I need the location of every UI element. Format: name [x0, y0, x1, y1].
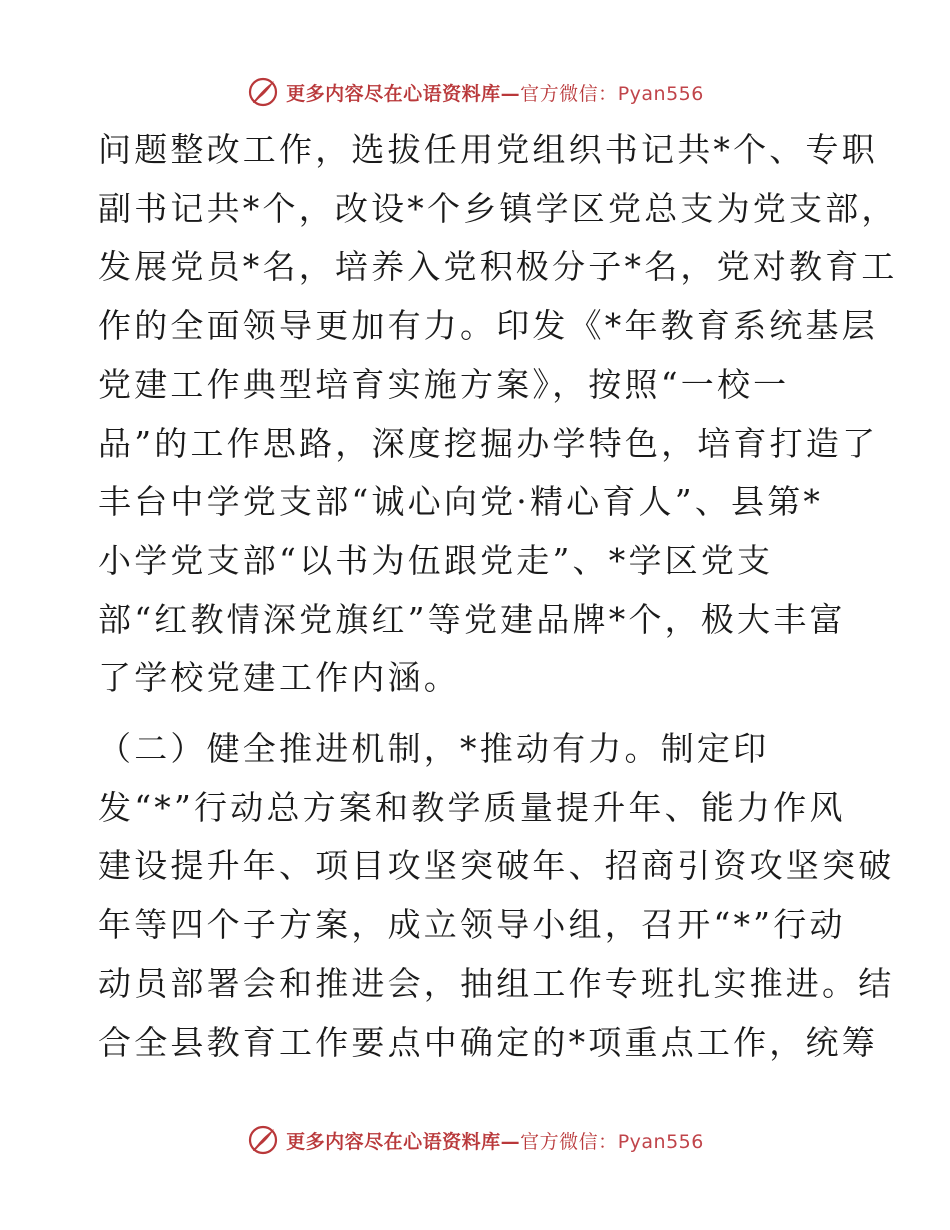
feather-pen-logo-icon: [246, 75, 280, 109]
section-heading-line: （二）健全推进机制，*推动有力。制定印: [98, 729, 770, 769]
feather-pen-logo-icon: [246, 1123, 280, 1157]
text-line: 品”的工作思路，深度挖掘办学特色，培育打造了: [98, 423, 879, 463]
wechat-id: Pyan556: [617, 82, 704, 105]
footer-banner-text: [286, 1127, 704, 1154]
text-line: 党建工作典型培育实施方案》，按照“一校一: [98, 364, 790, 404]
text-line: 副书记共*个，改设*个乡镇学区党总支为党支部，: [98, 188, 898, 228]
text-line: 丰台中学党支部“诚心向党·精心育人”、县第*: [98, 482, 824, 522]
footer-banner-inner: [246, 1123, 704, 1157]
header-banner: [0, 72, 950, 112]
text-line: 了学校党建工作内涵。: [98, 658, 460, 698]
text-line: 年等四个子方案，成立领导小组，召开“*”行动: [98, 905, 846, 945]
text-line: 作的全面领导更加有力。印发《*年教育系统基层: [98, 306, 878, 346]
text-line: 发展党员*名，培养入党积极分子*名，党对教育工: [98, 247, 898, 287]
text-line: 小学党支部“以书为伍跟党走”、*学区党支: [98, 540, 774, 580]
wechat-id: Pyan556: [617, 1130, 704, 1153]
header-banner-inner: [246, 75, 704, 109]
text-line: 建设提升年、项目攻坚突破年、招商引资攻坚突破: [98, 846, 895, 886]
banner-dash: —: [500, 1130, 521, 1153]
text-line: 合全县教育工作要点中确定的*项重点工作，统筹: [98, 1022, 878, 1062]
text-line: 发“*”行动总方案和教学质量提升年、能力作风: [98, 787, 846, 827]
text-line: 部“红教情深党旗红”等党建品牌*个，极大丰富: [98, 599, 846, 639]
site-name: 更多内容尽在心语资料库: [286, 1130, 501, 1153]
text-line: 问题整改工作，选拔任用党组织书记共*个、专职: [98, 130, 878, 169]
wechat-label: 官方微信：: [520, 1130, 618, 1153]
site-name: 更多内容尽在心语资料库: [286, 82, 501, 105]
paragraph-gap: [98, 708, 858, 720]
paragraph-2: [98, 720, 895, 1072]
paragraph-1: [98, 121, 898, 708]
header-banner-text: [286, 79, 704, 106]
footer-banner: [0, 1120, 950, 1160]
text-line: 动员部署会和推进会，抽组工作专班扎实推进。结: [98, 963, 895, 1003]
banner-dash: —: [500, 82, 521, 105]
wechat-label: 官方微信：: [520, 82, 618, 105]
document-body: [98, 121, 898, 1072]
